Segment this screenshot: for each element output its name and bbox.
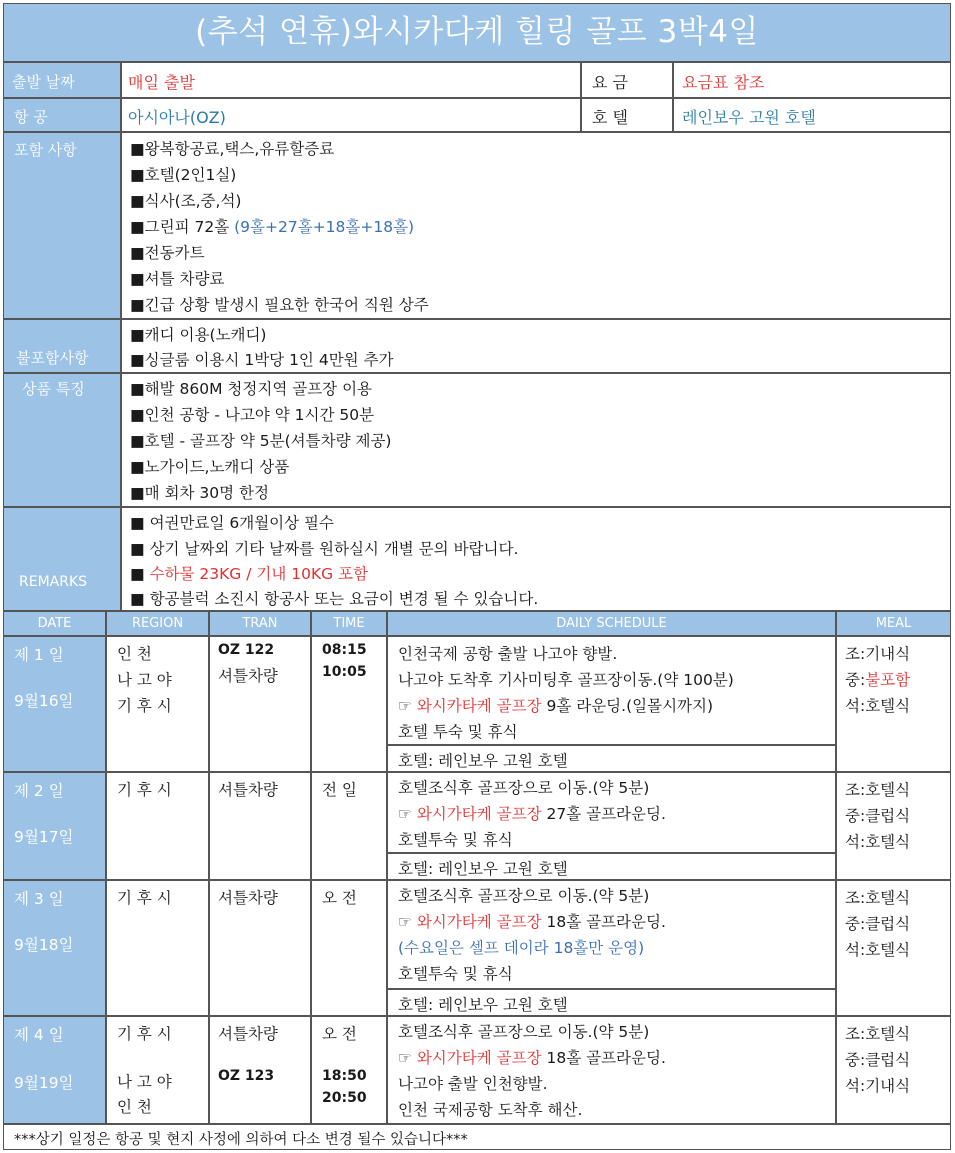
schedule-line: 호텔 투숙 및 휴식 (398, 723, 518, 741)
page-title: (추석 연휴)와시카다케 힐링 골프 3박4일 (3, 3, 951, 62)
meal-lunch (845, 668, 910, 690)
golf-detail: 18홀 골프라운딩. (541, 1049, 666, 1067)
departure-label: 출발 날짜 (12, 73, 75, 91)
day2-tran-cell (209, 772, 311, 880)
day3-date-cell (3, 880, 106, 1016)
schedule-line (398, 1046, 666, 1068)
remark-item: ■ 상기 날짜외 기타 날짜를 원하실시 개별 문의 바랍니다. (130, 540, 519, 558)
hotel-label-cell (581, 98, 673, 132)
schedule-line: 호텔조식후 골프장으로 이동.(약 5분) (398, 1023, 650, 1041)
feature-item: ■인천 공항 - 나고야 약 1시간 50분 (130, 406, 375, 424)
region: 기 후 시 (117, 1025, 172, 1043)
schedule-line: 호텔조식후 골프장으로 이동.(약 5분) (398, 779, 650, 797)
region: 기 후 시 (117, 781, 172, 799)
departure-label-cell (3, 62, 121, 98)
remarks-label-cell (3, 507, 121, 611)
day4-meal-cell (836, 1016, 951, 1124)
golf-course-name: 와시가타케 골프장 (416, 805, 542, 823)
day2-time-cell (311, 772, 387, 880)
included-item: ■호텔(2인1실) (130, 166, 237, 184)
transport: 셔틀차량 (218, 1025, 278, 1043)
time: 20:50 (322, 1090, 367, 1106)
excluded-label: 불포함사항 (16, 349, 89, 367)
day1-region-cell (106, 636, 209, 772)
airline-label-cell (3, 98, 121, 132)
schedule-line (398, 910, 666, 932)
meal-lunch: 중:클럽식 (845, 915, 911, 933)
day2-hotel-cell (387, 853, 836, 880)
pointing-hand-icon: ☞ (398, 697, 417, 715)
day4-tran-cell (209, 1016, 311, 1124)
meal-lunch-label: 중: (845, 671, 866, 689)
price-value-cell (673, 62, 951, 98)
day-date: 9월16일 (14, 692, 74, 710)
region: 기 후 시 (117, 697, 172, 715)
remark-item: ■ 항공블럭 소진시 항공사 또는 요금이 변경 될 수 있습니다. (130, 590, 539, 608)
remarks-list (121, 507, 951, 611)
transport: 셔틀차량 (218, 667, 278, 685)
day1-time-cell (311, 636, 387, 772)
flight-number: OZ 123 (218, 1068, 275, 1084)
header-region: REGION (106, 611, 209, 636)
day-number: 제 2 일 (14, 782, 64, 800)
price-label: 요 금 (592, 73, 628, 92)
day-date: 9월17일 (14, 828, 74, 846)
day4-date-cell (3, 1016, 106, 1124)
schedule-line: 나고야 도착후 기사미팅후 골프장이동.(약 100분) (398, 671, 734, 689)
meal-dinner: 석:호텔식 (845, 697, 911, 715)
day4-region-cell (106, 1016, 209, 1124)
meal-breakfast: 조:호텔식 (845, 1025, 911, 1043)
day3-region-cell (106, 880, 209, 1016)
region: 기 후 시 (117, 889, 172, 907)
meal-lunch-value: 불포함 (865, 671, 911, 689)
day3-schedule-cell (387, 880, 836, 989)
schedule-line (398, 694, 713, 716)
schedule-line: 호텔조식후 골프장으로 이동.(약 5분) (398, 887, 650, 905)
included-item: ■왕복항공료,택스,유류할증료 (130, 140, 335, 158)
excluded-item: ■싱글룸 이용시 1박당 1인 4만원 추가 (130, 351, 394, 369)
features-label-cell (3, 373, 121, 507)
included-item: ■셔틀 차량료 (130, 270, 225, 288)
day1-meal-cell (836, 636, 951, 772)
excluded-list (121, 319, 951, 373)
pointing-hand-icon: ☞ (398, 805, 417, 823)
feature-item: ■해발 860M 청정지역 골프장 이용 (130, 380, 373, 398)
included-item: ■전동카트 (130, 244, 205, 262)
remark-item: ■ 여권만료일 6개월이상 필수 (130, 514, 334, 532)
included-item (130, 215, 414, 237)
day3-meal-cell (836, 880, 951, 1016)
meal-lunch: 중:클럽식 (845, 1051, 911, 1069)
meal-dinner: 석:호텔식 (845, 833, 911, 851)
included-label: 포함 사항 (14, 141, 77, 159)
day-date: 9월18일 (14, 936, 74, 954)
baggage-allowance: 수하물 23KG / 기내 10KG 포함 (149, 565, 369, 583)
day-number: 제 3 일 (14, 890, 64, 908)
excluded-item: ■캐디 이용(노캐디) (130, 326, 267, 344)
day-date: 9월19일 (14, 1074, 74, 1092)
golf-course-name: 와시가타케 골프장 (416, 1049, 542, 1067)
features-label: 상품 특징 (22, 380, 85, 398)
itinerary-sheet (3, 3, 951, 1150)
pointing-hand-icon: ☞ (398, 1049, 417, 1067)
schedule-line: 인천 국제공항 도착후 해산. (398, 1101, 583, 1119)
hotel-name: 호텔: 레인보우 고원 호텔 (398, 860, 568, 878)
meal-breakfast: 조:호텔식 (845, 781, 911, 799)
price-value: 요금표 참조 (682, 73, 765, 92)
day4-schedule-cell (387, 1016, 836, 1124)
remark-item (130, 562, 368, 584)
included-item-text: ■그린피 72홀 (130, 218, 235, 236)
time: 10:05 (322, 664, 367, 680)
day3-time-cell (311, 880, 387, 1016)
meal-dinner: 석:기내식 (845, 1077, 911, 1095)
hotel-name: 호텔: 레인보우 고원 호텔 (398, 996, 568, 1014)
header-time: TIME (311, 611, 387, 636)
day4-time-cell (311, 1016, 387, 1124)
airline-label: 항 공 (14, 108, 48, 126)
day2-schedule-cell (387, 772, 836, 853)
footer-note-cell (3, 1124, 951, 1150)
golf-detail: 27홀 골프라운딩. (541, 805, 666, 823)
meal-breakfast: 조:호텔식 (845, 889, 911, 907)
region: 나 고 야 (117, 1073, 172, 1091)
day2-date-cell (3, 772, 106, 880)
region: 나 고 야 (117, 671, 172, 689)
transport: 셔틀차량 (218, 889, 278, 907)
day-number: 제 4 일 (14, 1026, 64, 1044)
day1-tran-cell (209, 636, 311, 772)
time: 18:50 (322, 1068, 367, 1084)
schedule-note: (수요일은 셀프 데이라 18홀만 운영) (398, 939, 645, 957)
schedule-line: 인천국제 공항 출발 나고야 향발. (398, 645, 618, 663)
day3-hotel-cell (387, 989, 836, 1016)
excluded-label-cell (3, 319, 121, 373)
day3-tran-cell (209, 880, 311, 1016)
greenfee-detail: (9홀+27홀+18홀+18홀) (234, 218, 415, 236)
flight-number: OZ 122 (218, 642, 275, 658)
schedule-line: 호텔투숙 및 휴식 (398, 965, 513, 983)
price-label-cell (581, 62, 673, 98)
day1-hotel-cell (387, 745, 836, 772)
footer-note: ***상기 일정은 항공 및 현지 사정에 의하여 다소 변경 될수 있습니다*** (14, 1132, 468, 1148)
schedule-line: 나고야 출발 인천향발. (398, 1075, 548, 1093)
meal-lunch: 중:클럽식 (845, 807, 911, 825)
header-daily-schedule: DAILY SCHEDULE (387, 611, 836, 636)
pointing-hand-icon: ☞ (398, 913, 417, 931)
features-list (121, 373, 951, 507)
meal-dinner: 석:호텔식 (845, 941, 911, 959)
region: 인 천 (117, 645, 152, 663)
hotel-name: 호텔: 레인보우 고원 호텔 (398, 752, 568, 770)
airline-value: 아시아나(OZ) (128, 108, 226, 127)
hotel-value-cell (673, 98, 951, 132)
remark-bullet: ■ (130, 565, 150, 583)
golf-course-name: 와시가타케 골프장 (416, 913, 542, 931)
included-label-cell (3, 132, 121, 319)
day1-schedule-cell (387, 636, 836, 745)
remarks-label: REMARKS (19, 574, 88, 590)
included-item: ■식사(조,중,석) (130, 192, 242, 210)
golf-detail: 9홀 라운딩.(일몰시까지) (541, 697, 714, 715)
hotel-value: 레인보우 고원 호텔 (682, 108, 816, 127)
golf-detail: 18홀 골프라운딩. (541, 913, 666, 931)
feature-item: ■노가이드,노캐디 상품 (130, 458, 290, 476)
transport: 셔틀차량 (218, 781, 278, 799)
meal-breakfast: 조:기내식 (845, 645, 911, 663)
header-meal: MEAL (836, 611, 951, 636)
header-date: DATE (3, 611, 106, 636)
schedule-line: 호텔투숙 및 휴식 (398, 831, 513, 849)
day1-date-cell (3, 636, 106, 772)
day2-region-cell (106, 772, 209, 880)
feature-item: ■매 회차 30명 한정 (130, 484, 269, 502)
departure-value: 매일 출발 (128, 73, 195, 92)
time: 오 전 (322, 1025, 357, 1043)
feature-item: ■호텔 - 골프장 약 5분(셔틀차량 제공) (130, 432, 392, 450)
time: 전 일 (322, 781, 357, 799)
hotel-label: 호 텔 (592, 108, 628, 127)
airline-value-cell (121, 98, 581, 132)
included-list (121, 132, 951, 319)
golf-course-name: 와시카타케 골프장 (416, 697, 542, 715)
schedule-line (398, 802, 666, 824)
time: 08:15 (322, 642, 367, 658)
time: 오 전 (322, 889, 357, 907)
day2-meal-cell (836, 772, 951, 880)
header-tran: TRAN (209, 611, 311, 636)
departure-value-cell (121, 62, 581, 98)
included-item: ■긴급 상황 발생시 필요한 한국어 직원 상주 (130, 296, 429, 314)
day-number: 제 1 일 (14, 646, 64, 664)
region: 인 천 (117, 1098, 152, 1116)
